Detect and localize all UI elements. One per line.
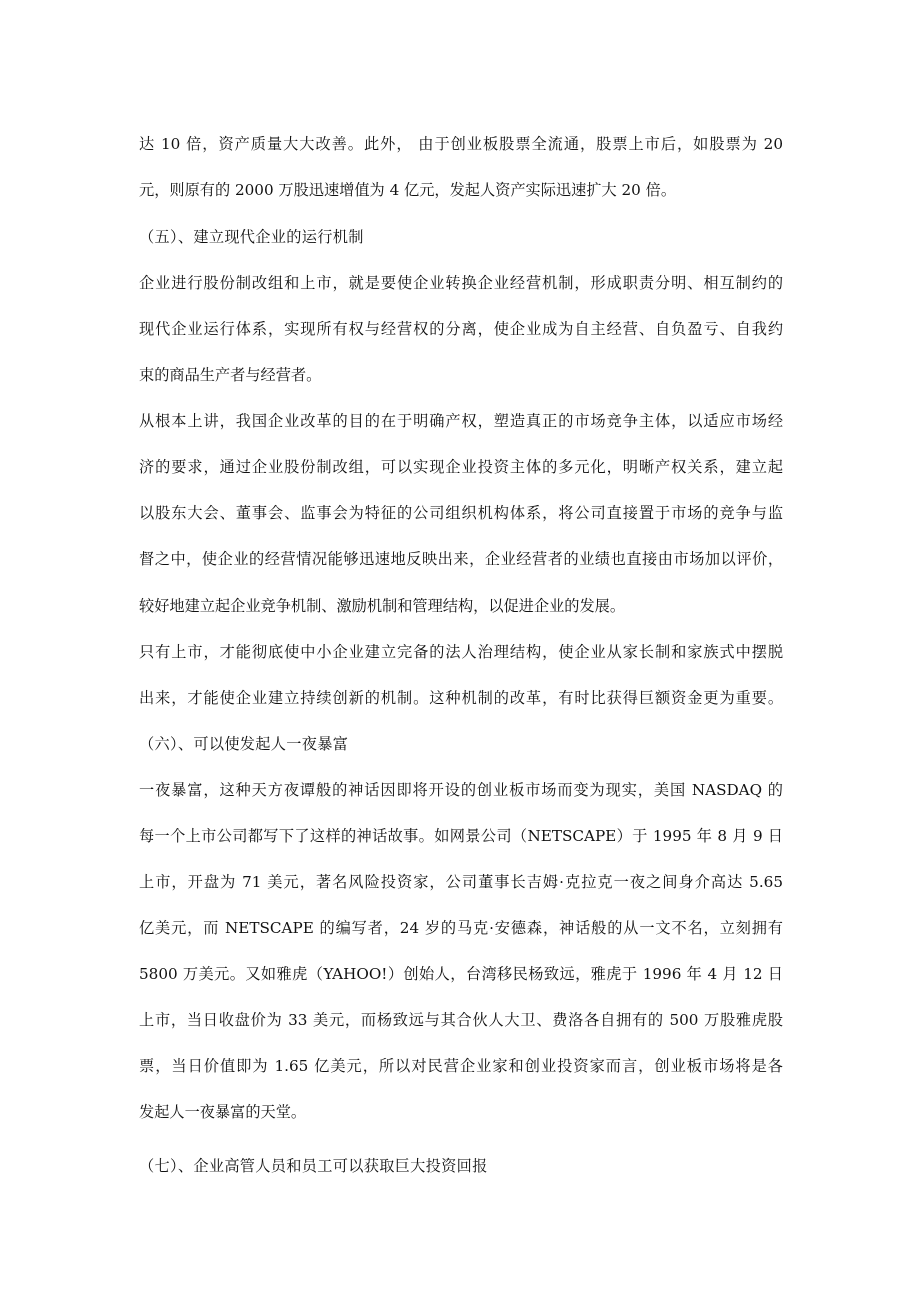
body-line: 济的要求，通过企业股份制改组，可以实现企业投资主体的多元化，明晰产权关系，建立起	[139, 458, 783, 476]
section-heading-7: （七）、企业高管人员和员工可以获取巨大投资回报	[139, 1157, 488, 1175]
body-line: 票，当日价值即为 1.65 亿美元，所以对民营企业家和创业投资家而言，创业板市场将是各	[139, 1057, 783, 1075]
body-line: 现代企业运行体系，实现所有权与经营权的分离，使企业成为自主经营、自负盈亏、自我约	[139, 320, 783, 338]
body-line: 企业进行股份制改组和上市，就是要使企业转换企业经营机制，形成职责分明、相互制约的	[139, 274, 783, 292]
body-line: 亿美元，而 NETSCAPE 的编写者，24 岁的马克·安德森，神话般的从一文不名，立刻拥有	[139, 919, 783, 937]
body-line: 一夜暴富，这种天方夜谭般的神话因即将开设的创业板市场而变为现实，美国 NASDAQ 的	[139, 781, 783, 799]
body-line: 上市，当日收盘价为 33 美元，而杨致远与其合伙人大卫、费洛各自拥有的 500 万股雅虎股	[139, 1011, 783, 1029]
body-line: 达 10 倍，资产质量大大改善。此外， 由于创业板股票全流通，股票上市后，如股票为 20	[139, 135, 783, 153]
body-line: 发起人一夜暴富的天堂。	[139, 1103, 307, 1121]
section-heading-5: （五）、建立现代企业的运行机制	[139, 228, 364, 246]
section-heading-6: （六）、可以使发起人一夜暴富	[139, 735, 349, 753]
body-line: 督之中，使企业的经营情况能够迅速地反映出来，企业经营者的业绩也直接由市场加以评价，	[139, 550, 783, 568]
body-line: 从根本上讲，我国企业改革的目的在于明确产权，塑造真正的市场竞争主体，以适应市场经	[139, 412, 783, 430]
body-line: 元，则原有的 2000 万股迅速增值为 4 亿元，发起人资产实际迅速扩大 20 倍。	[139, 181, 677, 199]
body-line: 上市，开盘为 71 美元，著名风险投资家，公司董事长吉姆·克拉克一夜之间身介高达 5.65	[139, 873, 783, 891]
body-line: 束的商品生产者与经营者。	[139, 366, 322, 384]
body-line: 每一个上市公司都写下了这样的神话故事。如网景公司（NETSCAPE）于 1995 年 8 月 9 日	[139, 827, 783, 845]
body-line: 只有上市，才能彻底使中小企业建立完备的法人治理结构，使企业从家长制和家族式中摆脱	[139, 643, 783, 661]
body-line: 5800 万美元。又如雅虎（YAHOO!）创始人，台湾移民杨致远，雅虎于 1996 年 4 月 12 日	[139, 965, 783, 983]
body-line: 出来，才能使企业建立持续创新的机制。这种机制的改革，有时比获得巨额资金更为重要。	[139, 689, 783, 707]
body-line: 以股东大会、董事会、监事会为特征的公司组织机构体系，将公司直接置于市场的竞争与监	[139, 504, 783, 522]
body-line: 较好地建立起企业竞争机制、激励机制和管理结构，以促进企业的发展。	[139, 597, 625, 615]
